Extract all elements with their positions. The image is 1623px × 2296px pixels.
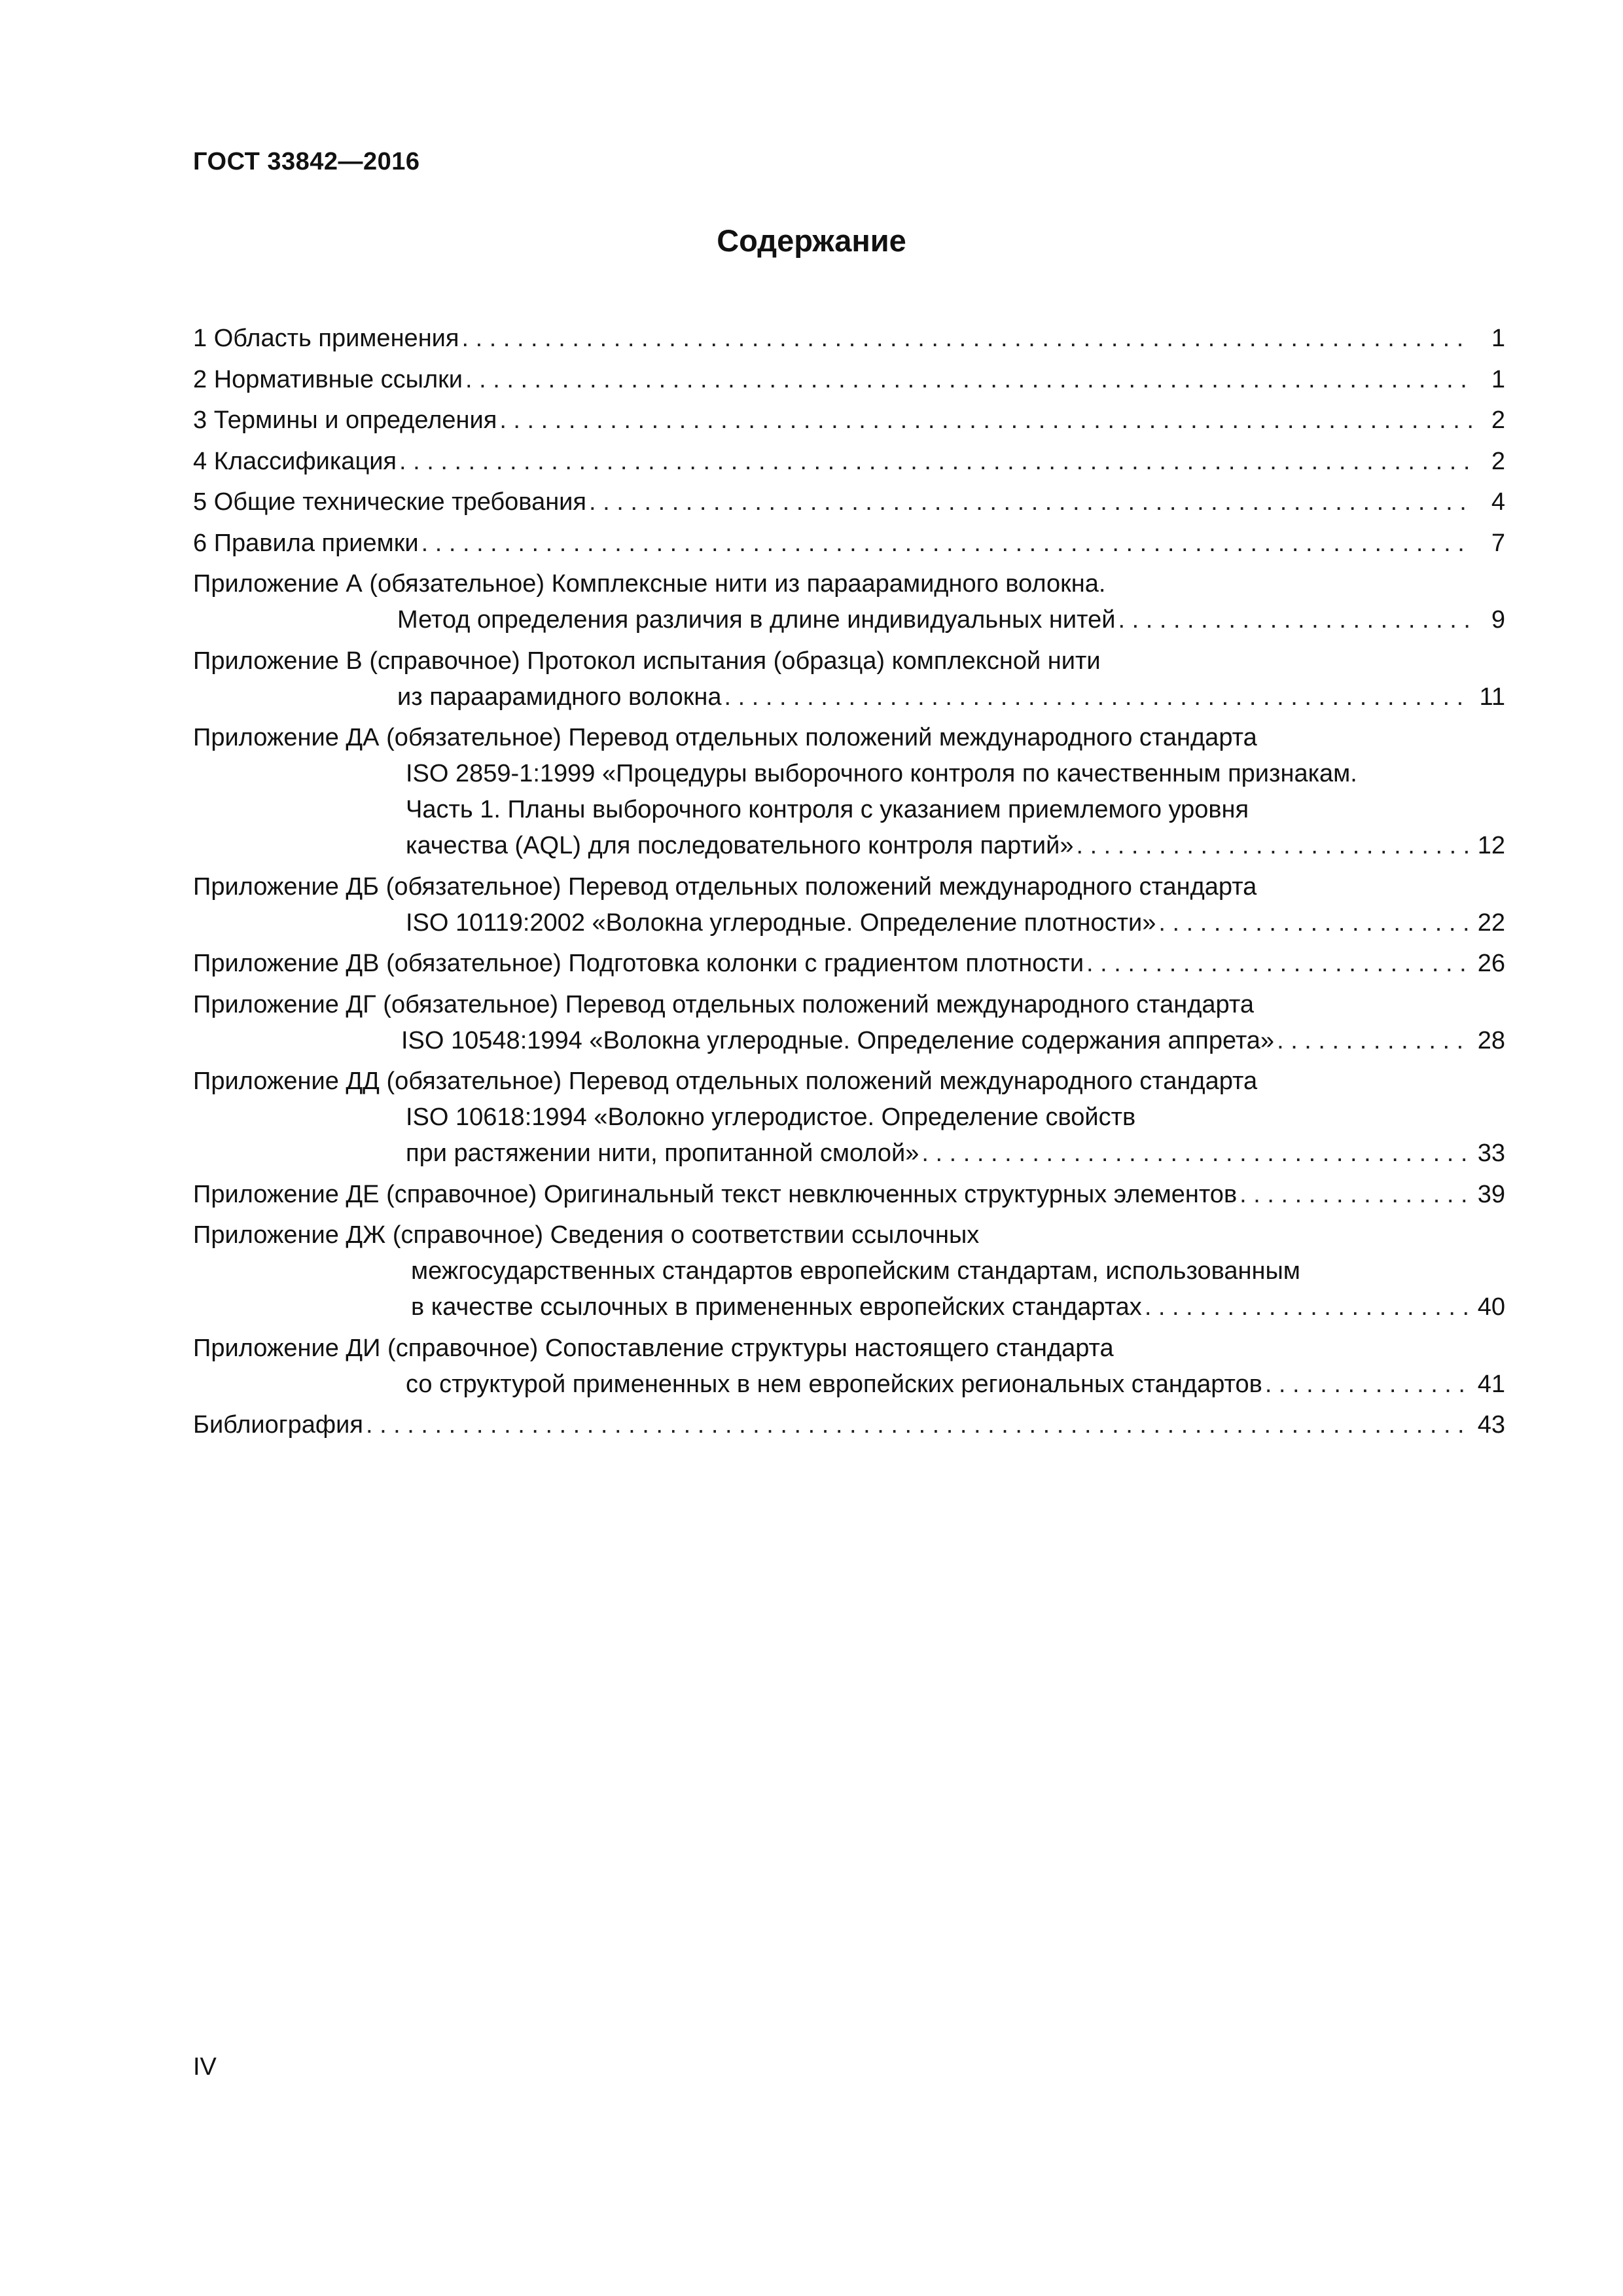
toc-page-number: 26 (1477, 950, 1505, 977)
toc-page-number: 11 (1479, 683, 1505, 711)
page-number: IV (193, 2053, 217, 2081)
toc-entry-6[interactable] (193, 526, 1505, 562)
toc-entry-text: Приложение ДГ (обязательное) Перевод отдельных положений международного стандарта (193, 990, 1254, 1018)
toc-entry-text: Приложение В (справочное) Протокол испытания (образца) комплексной нити (193, 647, 1101, 675)
toc-entry-text-continued: Часть 1. Планы выборочного контроля с указанием приемлемого уровня (406, 796, 1249, 823)
toc-entry-annex-a[interactable] (193, 566, 1505, 638)
toc-dot-leader (1118, 602, 1472, 638)
toc-entry-text-continued: ISO 10548:1994 «Волокна углеродные. Определение содержания аппрета» (401, 1026, 1275, 1054)
toc-entry-text-continued: в качестве ссылочных в примененных европейских стандартах (411, 1293, 1142, 1321)
toc-title: Содержание (717, 223, 906, 258)
toc-entry-text: Приложение ДД (обязательное) Перевод отдельных положений международного стандарта (193, 1067, 1258, 1095)
toc-entry-annex-b[interactable] (193, 643, 1505, 715)
toc-entry-text: Приложение ДБ (обязательное) Перевод отдельных положений международного стандарта (193, 872, 1257, 901)
toc-page-number: 7 (1491, 529, 1505, 557)
toc-entry-text-continued: со структурой примененных в нем европейских региональных стандартов (406, 1370, 1262, 1398)
toc-entry-text-continued: ISO 10618:1994 «Волокно углеродистое. Определение свойств (406, 1103, 1136, 1131)
toc-entry-text: Приложение ДА (обязательное) Перевод отдельных положений международного стандарта (193, 724, 1257, 751)
toc-page-number: 4 (1491, 488, 1505, 516)
toc-dot-leader (1265, 1367, 1471, 1403)
toc-page-number: 41 (1477, 1370, 1505, 1398)
toc-dot-leader (499, 403, 1472, 439)
toc-page-number: 40 (1477, 1293, 1505, 1321)
toc-entry-text: 5 Общие технические требования (193, 488, 586, 516)
toc-entry-annex-dd[interactable] (193, 1064, 1505, 1172)
toc-page-number: 1 (1491, 365, 1505, 393)
toc-dot-leader (465, 362, 1472, 398)
toc-entry-2[interactable] (193, 362, 1505, 398)
toc-entry-annex-dv[interactable] (193, 946, 1505, 982)
toc-entry-annex-dg[interactable] (193, 987, 1505, 1059)
toc-dot-leader (1277, 1023, 1471, 1059)
toc-page-number: 2 (1491, 447, 1505, 475)
toc-dot-leader (1086, 946, 1471, 982)
toc-dot-leader (1145, 1289, 1471, 1325)
toc-page-number: 12 (1477, 832, 1505, 859)
toc-entry-annex-db[interactable] (193, 869, 1505, 941)
toc-entry-text: 4 Классификация (193, 447, 397, 475)
toc-page-number: 43 (1477, 1411, 1505, 1439)
toc-entry-4[interactable] (193, 444, 1505, 480)
toc-entry-text: Приложение ДВ (обязательное) Подготовка колонки с градиентом плотности (193, 950, 1084, 977)
toc-page-number: 39 (1477, 1180, 1505, 1208)
toc-dot-leader (366, 1407, 1471, 1443)
toc-entry-text: 1 Область применения (193, 325, 459, 352)
toc-page-number: 2 (1491, 406, 1505, 434)
toc-entry-text: 6 Правила приемки (193, 529, 419, 557)
toc-entry-text-continued: качества (AQL) для последовательного контроля партий» (406, 832, 1074, 859)
toc-entry-text: 2 Нормативные ссылки (193, 365, 463, 393)
toc-entry-text-continued: межгосударственных стандартов европейским стандартам, использованным (411, 1257, 1300, 1285)
toc-dot-leader (1240, 1177, 1471, 1213)
toc-entry-text-continued: из параарамидного волокна (397, 683, 722, 711)
toc-entry-text-continued: ISO 2859-1:1999 «Процедуры выборочного контроля по качественным признакам. (406, 760, 1357, 787)
toc-page-number: 1 (1491, 325, 1505, 352)
toc-dot-leader (589, 484, 1472, 520)
toc-entry-text: Библиография (193, 1411, 363, 1439)
toc-entry-text: Приложение ДЖ (справочное) Сведения о соответствии ссылочных (193, 1221, 980, 1249)
toc-dot-leader (921, 1136, 1471, 1172)
toc-dot-leader (399, 444, 1472, 480)
toc-entry-text: 3 Термины и определения (193, 406, 497, 434)
toc-page-number: 9 (1491, 606, 1505, 634)
document-code: ГОСТ 33842—2016 (193, 148, 420, 175)
toc-dot-leader (1158, 905, 1471, 941)
toc-entry-annex-de[interactable] (193, 1177, 1505, 1213)
toc-entry-5[interactable] (193, 484, 1505, 520)
table-of-contents (193, 321, 1505, 1448)
toc-entry-text-continued: при растяжении нити, пропитанной смолой» (406, 1139, 919, 1167)
toc-entry-3[interactable] (193, 403, 1505, 439)
toc-dot-leader (724, 679, 1472, 715)
toc-page-number: 22 (1477, 908, 1505, 937)
toc-entry-text: Приложение ДЕ (справочное) Оригинальный текст невключенных структурных элементов (193, 1180, 1238, 1208)
toc-entry-1[interactable] (193, 321, 1505, 357)
toc-entry-text: Приложение А (обязательное) Комплексные нити из параарамидного волокна. (193, 570, 1106, 598)
toc-entry-annex-da[interactable] (193, 720, 1505, 864)
toc-entry-annex-dzh[interactable] (193, 1217, 1505, 1325)
toc-entry-text: Приложение ДИ (справочное) Сопоставление структуры настоящего стандарта (193, 1334, 1114, 1362)
toc-dot-leader (1076, 828, 1471, 864)
toc-entry-text-continued: Метод определения различия в длине индивидуальных нитей (397, 606, 1116, 634)
toc-page-number: 28 (1477, 1026, 1505, 1054)
toc-dot-leader (421, 526, 1472, 562)
toc-entry-bibliography[interactable] (193, 1407, 1505, 1443)
toc-entry-annex-di[interactable] (193, 1331, 1505, 1403)
toc-page-number: 33 (1477, 1139, 1505, 1167)
toc-dot-leader (461, 321, 1472, 357)
toc-entry-text-continued: ISO 10119:2002 «Волокна углеродные. Определение плотности» (406, 908, 1156, 937)
